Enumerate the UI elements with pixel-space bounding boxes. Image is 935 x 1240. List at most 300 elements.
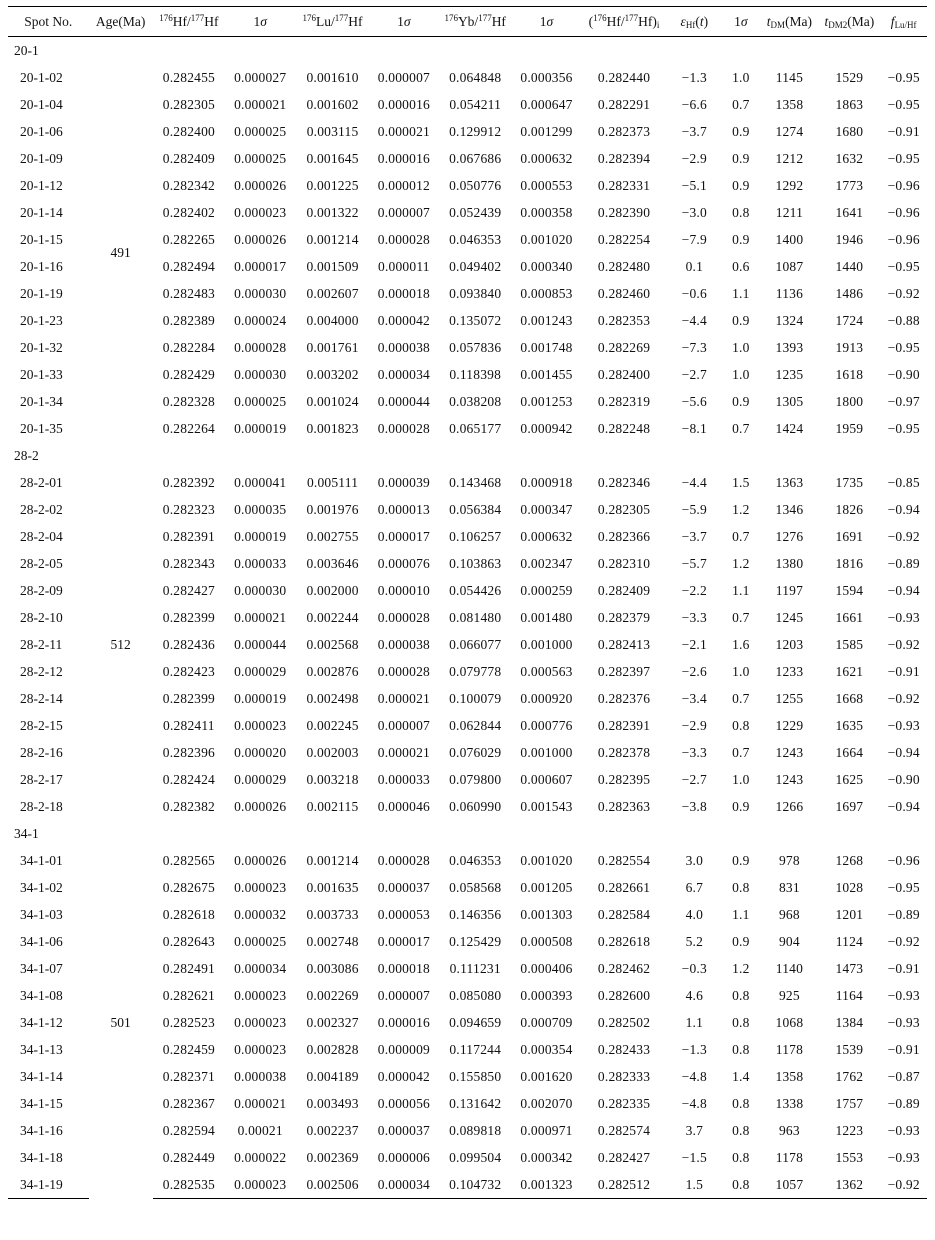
hf-initial-cell: 0.282373	[597, 123, 651, 139]
header-sigma-3: 1σ	[512, 7, 580, 37]
spot-no-cell: 34-1-14	[20, 1068, 63, 1084]
yb-ratio-sigma-cell: 0.000553	[520, 177, 573, 193]
group-header-row	[8, 37, 927, 65]
hf-ratio-cell: 0.282392	[162, 474, 215, 490]
hf-ratio-sigma-cell: 0.000025	[234, 123, 287, 139]
hf-ratio-cell: 0.282371	[162, 1068, 215, 1084]
tdm2-cell: 1635	[835, 717, 864, 733]
header-tdm2: $t_{DM2}(Ma)$	[818, 7, 880, 37]
hf-ratio-cell: 0.282449	[162, 1149, 215, 1165]
hf-ratio-cell: 0.282483	[162, 285, 215, 301]
lu-ratio-cell: 0.001225	[306, 177, 359, 193]
header-age: Age(Ma)	[89, 7, 153, 37]
tdm2-cell: 1486	[835, 285, 864, 301]
hf-initial-cell: 0.282379	[597, 609, 651, 625]
lu-ratio-cell: 0.001761	[306, 339, 359, 355]
lu-ratio-sigma-cell: 0.000010	[377, 582, 430, 598]
table-row	[8, 64, 927, 91]
epsilon-sigma-cell: 0.7	[732, 609, 750, 625]
yb-ratio-sigma-cell: 0.000942	[520, 420, 573, 436]
hf-initial-cell: 0.282440	[597, 69, 651, 85]
header-spot-no: Spot No.	[8, 7, 89, 37]
yb-ratio-sigma-cell: 0.000709	[520, 1014, 573, 1030]
yb-ratio-sigma-cell: 0.001323	[512, 1171, 580, 1199]
tdm2-cell: 1680	[835, 123, 864, 139]
hf-ratio-cell: 0.282675	[162, 879, 215, 895]
lu-ratio-cell: 0.002237	[306, 1122, 359, 1138]
epsilon-hf-cell: −2.2	[681, 582, 707, 598]
lu-ratio-cell: 0.001509	[306, 258, 359, 274]
yb-ratio-sigma-cell: 0.000776	[520, 717, 573, 733]
epsilon-sigma-cell: 0.7	[732, 420, 750, 436]
spot-no-cell: 28-2-05	[20, 555, 63, 571]
spot-no-cell: 20-1-06	[20, 123, 63, 139]
hf-ratio-sigma-cell: 0.000032	[234, 906, 287, 922]
hf-ratio-cell: 0.282491	[162, 960, 215, 976]
hf-ratio-cell: 0.282427	[162, 582, 215, 598]
tdm2-cell: 1632	[835, 150, 864, 166]
epsilon-sigma-cell: 1.0	[732, 771, 750, 787]
tdm2-cell: 1724	[835, 312, 864, 328]
hf-ratio-cell: 0.282284	[162, 339, 215, 355]
f-lu-hf-cell: −0.94	[887, 501, 920, 517]
yb-ratio-cell: 0.062844	[449, 717, 502, 733]
yb-ratio-cell: 0.129912	[449, 123, 502, 139]
lu-ratio-cell: 0.002000	[306, 582, 359, 598]
tdm-cell: 1424	[775, 420, 804, 436]
epsilon-sigma-cell: 1.0	[732, 339, 750, 355]
header-sigma-2: 1σ	[370, 7, 438, 37]
hf-ratio-sigma-cell: 0.000023	[234, 1014, 287, 1030]
header-lu-ratio: $^{176}$Lu/$^{177}$Hf	[295, 7, 369, 37]
tdm-cell: 1178	[775, 1041, 804, 1057]
f-lu-hf-cell: −0.92	[887, 933, 920, 949]
yb-ratio-cell: 0.135072	[449, 312, 502, 328]
yb-ratio-sigma-cell: 0.000918	[520, 474, 573, 490]
epsilon-sigma-cell: 1.2	[732, 960, 750, 976]
tdm-cell: 904	[778, 933, 800, 949]
lu-ratio-sigma-cell: 0.000021	[377, 744, 430, 760]
f-lu-hf-cell: −0.96	[887, 177, 920, 193]
tdm-cell: 1324	[775, 312, 804, 328]
hf-initial-cell: 0.282460	[597, 285, 651, 301]
header-yb-ratio: $^{176}$Yb/$^{177}$Hf	[438, 7, 512, 37]
epsilon-hf-cell: 3.7	[685, 1122, 704, 1138]
table-row	[8, 847, 927, 874]
hf-ratio-sigma-cell: 0.000035	[234, 501, 287, 517]
yb-ratio-cell: 0.131642	[449, 1095, 502, 1111]
hf-initial-cell: 0.282413	[597, 636, 651, 652]
spot-no-cell: 28-2-15	[20, 717, 63, 733]
f-lu-hf-cell: −0.91	[887, 123, 920, 139]
yb-ratio-sigma-cell: 0.001480	[520, 609, 573, 625]
hf-ratio-cell: 0.282396	[162, 744, 215, 760]
epsilon-hf-cell: −7.9	[681, 231, 707, 247]
yb-ratio-sigma-cell: 0.000971	[520, 1122, 573, 1138]
yb-ratio-sigma-cell: 0.001020	[520, 231, 573, 247]
hf-ratio-cell: 0.282424	[162, 771, 215, 787]
hf-ratio-sigma-cell: 0.000026	[234, 231, 287, 247]
epsilon-sigma-cell: 1.1	[732, 906, 750, 922]
tdm-cell: 963	[778, 1122, 800, 1138]
hf-ratio-sigma-cell: 0.000029	[234, 663, 287, 679]
header-hf-ratio: $^{176}$Hf/$^{177}$Hf	[153, 7, 225, 37]
epsilon-sigma-cell: 0.9	[732, 150, 750, 166]
f-lu-hf-cell: −0.91	[887, 960, 920, 976]
yb-ratio-cell: 0.057836	[449, 339, 502, 355]
tdm-cell: 1136	[775, 285, 804, 301]
epsilon-hf-cell: −4.8	[681, 1095, 707, 1111]
f-lu-hf-cell: −0.93	[887, 1149, 920, 1165]
epsilon-hf-cell: −0.3	[681, 960, 707, 976]
f-lu-hf-cell: −0.94	[887, 582, 920, 598]
epsilon-sigma-cell: 0.8	[732, 1014, 750, 1030]
yb-ratio-cell: 0.056384	[449, 501, 502, 517]
hf-ratio-cell: 0.282494	[162, 258, 215, 274]
header-tdm: $t_{DM}(Ma)$	[760, 7, 818, 37]
hf-ratio-cell: 0.282400	[162, 123, 215, 139]
lu-ratio-cell: 0.003646	[306, 555, 359, 571]
tdm-cell: 1393	[775, 339, 804, 355]
yb-ratio-sigma-cell: 0.000354	[520, 1041, 573, 1057]
yb-ratio-sigma-cell: 0.000853	[520, 285, 573, 301]
lu-ratio-cell: 0.002498	[306, 690, 359, 706]
hf-ratio-cell: 0.282265	[162, 231, 215, 247]
epsilon-sigma-cell: 0.8	[732, 717, 750, 733]
yb-ratio-sigma-cell: 0.001543	[520, 798, 573, 814]
yb-ratio-cell: 0.155850	[449, 1068, 502, 1084]
tdm2-cell: 1773	[835, 177, 864, 193]
hf-initial-cell: 0.282378	[597, 744, 651, 760]
yb-ratio-sigma-cell: 0.001000	[520, 744, 573, 760]
epsilon-hf-cell: 6.7	[685, 879, 704, 895]
f-lu-hf-cell: −0.95	[887, 879, 920, 895]
lu-ratio-cell: 0.003202	[306, 366, 359, 382]
lu-ratio-sigma-cell: 0.000044	[377, 393, 430, 409]
yb-ratio-sigma-cell: 0.001253	[520, 393, 573, 409]
hf-initial-cell: 0.282502	[597, 1014, 651, 1030]
hf-ratio-sigma-cell: 0.000021	[234, 609, 287, 625]
group-header-row	[8, 820, 927, 847]
spot-no-cell: 20-1-14	[20, 204, 63, 220]
lu-ratio-cell: 0.002003	[306, 744, 359, 760]
hf-initial-cell: 0.282397	[597, 663, 651, 679]
hf-ratio-cell: 0.282382	[162, 798, 215, 814]
lu-ratio-cell: 0.002506	[295, 1171, 369, 1199]
hf-initial-cell: 0.282390	[597, 204, 651, 220]
hf-ratio-sigma-cell: 0.000025	[234, 150, 287, 166]
hf-ratio-cell: 0.282523	[162, 1014, 215, 1030]
yb-ratio-cell: 0.089818	[449, 1122, 502, 1138]
yb-ratio-sigma-cell: 0.001620	[520, 1068, 573, 1084]
tdm-cell: 1243	[775, 744, 804, 760]
hf-ratio-sigma-cell: 0.000024	[234, 312, 287, 328]
epsilon-hf-cell: 5.2	[685, 933, 704, 949]
hf-ratio-cell: 0.282621	[162, 987, 215, 1003]
yb-ratio-sigma-cell: 0.001303	[520, 906, 573, 922]
yb-ratio-sigma-cell: 0.000406	[520, 960, 573, 976]
hf-ratio-sigma-cell: 0.000023	[225, 1171, 295, 1199]
yb-ratio-sigma-cell: 0.001299	[520, 123, 573, 139]
hf-ratio-sigma-cell: 0.000033	[234, 555, 287, 571]
lu-ratio-sigma-cell: 0.000007	[377, 717, 430, 733]
tdm-cell: 831	[778, 879, 800, 895]
lu-ratio-cell: 0.002748	[306, 933, 359, 949]
yb-ratio-cell: 0.064848	[449, 69, 502, 85]
hf-ratio-cell: 0.282411	[163, 717, 215, 733]
hf-initial-cell: 0.282600	[597, 987, 651, 1003]
tdm2-cell: 1268	[835, 852, 864, 868]
epsilon-sigma-cell: 1.0	[732, 366, 750, 382]
spot-no-cell: 20-1-19	[20, 285, 63, 301]
epsilon-sigma-cell: 0.9	[732, 933, 750, 949]
tdm2-cell: 1553	[835, 1149, 864, 1165]
yb-ratio-cell: 0.067686	[449, 150, 502, 166]
lu-ratio-sigma-cell: 0.000046	[377, 798, 430, 814]
tdm2-cell: 1028	[835, 879, 864, 895]
epsilon-hf-cell: −3.7	[681, 528, 707, 544]
hf-ratio-sigma-cell: 0.000025	[234, 933, 287, 949]
tdm2-cell: 1618	[835, 366, 864, 382]
yb-ratio-sigma-cell: 0.000920	[520, 690, 573, 706]
hf-ratio-cell: 0.282565	[162, 852, 215, 868]
epsilon-sigma-cell: 0.9	[732, 393, 750, 409]
yb-ratio-cell: 0.146356	[449, 906, 502, 922]
hf-ratio-cell: 0.282391	[162, 528, 215, 544]
hf-initial-cell: 0.282400	[597, 366, 651, 382]
tdm-cell: 1233	[775, 663, 804, 679]
tdm-cell: 1346	[775, 501, 804, 517]
spot-no-cell: 34-1-08	[20, 987, 63, 1003]
lu-ratio-sigma-cell: 0.000038	[377, 636, 430, 652]
f-lu-hf-cell: −0.92	[887, 690, 920, 706]
tdm-cell: 1197	[775, 582, 804, 598]
epsilon-hf-cell: −4.8	[681, 1068, 707, 1084]
hf-ratio-sigma-cell: 0.00021	[237, 1122, 283, 1138]
hf-ratio-cell: 0.282423	[162, 663, 215, 679]
tdm2-cell: 1384	[835, 1014, 864, 1030]
yb-ratio-cell: 0.093840	[449, 285, 502, 301]
tdm2-cell: 1539	[835, 1041, 864, 1057]
tdm2-cell: 1529	[835, 69, 864, 85]
spot-no-cell: 28-2-12	[20, 663, 63, 679]
spot-no-cell: 34-1-16	[20, 1122, 63, 1138]
tdm-cell: 1140	[775, 960, 804, 976]
f-lu-hf-cell: −0.93	[887, 717, 920, 733]
tdm-cell: 1358	[775, 1068, 804, 1084]
yb-ratio-sigma-cell: 0.000393	[520, 987, 573, 1003]
epsilon-hf-cell: −7.3	[681, 339, 707, 355]
epsilon-sigma-cell: 0.8	[732, 1041, 750, 1057]
f-lu-hf-cell: −0.87	[887, 1068, 920, 1084]
lu-ratio-cell: 0.002876	[306, 663, 359, 679]
lu-ratio-sigma-cell: 0.000018	[377, 960, 430, 976]
lu-ratio-cell: 0.004189	[306, 1068, 359, 1084]
tdm-cell: 1212	[775, 150, 804, 166]
spot-no-cell: 34-1-18	[20, 1149, 63, 1165]
hf-ratio-cell: 0.282389	[162, 312, 215, 328]
tdm-cell: 1057	[760, 1171, 818, 1199]
lu-ratio-cell: 0.001635	[306, 879, 359, 895]
epsilon-sigma-cell: 0.7	[732, 528, 750, 544]
lu-ratio-sigma-cell: 0.000006	[377, 1149, 430, 1165]
hf-initial-cell: 0.282394	[597, 150, 651, 166]
tdm2-cell: 1594	[835, 582, 864, 598]
tdm2-cell: 1762	[835, 1068, 864, 1084]
lu-ratio-sigma-cell: 0.000028	[377, 420, 430, 436]
spot-no-cell: 34-1-19	[8, 1171, 89, 1199]
epsilon-hf-cell: −0.6	[681, 285, 707, 301]
tdm-cell: 1211	[775, 204, 804, 220]
hf-ratio-cell: 0.282399	[162, 690, 215, 706]
epsilon-hf-cell: 0.1	[685, 258, 704, 274]
lu-ratio-sigma-cell: 0.000007	[377, 69, 430, 85]
tdm2-cell: 1164	[835, 987, 864, 1003]
yb-ratio-cell: 0.118398	[449, 366, 502, 382]
spot-no-cell: 34-1-07	[20, 960, 63, 976]
lu-ratio-sigma-cell: 0.000017	[377, 933, 430, 949]
epsilon-hf-cell: −1.5	[681, 1149, 707, 1165]
yb-ratio-sigma-cell: 0.001455	[520, 366, 573, 382]
lu-ratio-cell: 0.001610	[306, 69, 359, 85]
lu-ratio-sigma-cell: 0.000034	[377, 366, 430, 382]
epsilon-sigma-cell: 0.9	[732, 123, 750, 139]
age-cell: 512	[110, 636, 131, 652]
hf-initial-cell: 0.282512	[581, 1171, 668, 1199]
tdm-cell: 1229	[775, 717, 804, 733]
header-f-lu-hf: $f_{Lu/Hf}$	[880, 7, 927, 37]
tdm2-cell: 1863	[835, 96, 864, 112]
tdm2-cell: 1201	[835, 906, 864, 922]
hf-ratio-cell: 0.282323	[162, 501, 215, 517]
yb-ratio-sigma-cell: 0.000358	[520, 204, 573, 220]
lu-ratio-cell: 0.004000	[306, 312, 359, 328]
f-lu-hf-cell: −0.95	[887, 258, 920, 274]
epsilon-sigma-cell: 0.8	[732, 1149, 750, 1165]
epsilon-hf-cell: −3.3	[681, 744, 707, 760]
yb-ratio-cell: 0.104732	[438, 1171, 512, 1199]
spot-no-cell: 20-1-04	[20, 96, 63, 112]
yb-ratio-sigma-cell: 0.002347	[520, 555, 573, 571]
epsilon-sigma-cell: 0.8	[732, 1095, 750, 1111]
yb-ratio-sigma-cell: 0.000508	[520, 933, 573, 949]
lu-ratio-sigma-cell: 0.000011	[378, 258, 430, 274]
hf-ratio-sigma-cell: 0.000041	[234, 474, 287, 490]
epsilon-hf-cell: −1.3	[681, 1041, 707, 1057]
tdm-cell: 1087	[775, 258, 804, 274]
tdm2-cell: 1641	[835, 204, 864, 220]
spot-no-cell: 20-1-15	[20, 231, 63, 247]
spot-no-cell: 28-2-10	[20, 609, 63, 625]
hf-ratio-cell: 0.282618	[162, 906, 215, 922]
hf-initial-cell: 0.282427	[597, 1149, 651, 1165]
tdm-cell: 978	[778, 852, 800, 868]
hf-initial-cell: 0.282319	[597, 393, 651, 409]
tdm-cell: 1235	[775, 366, 804, 382]
f-lu-hf-cell: −0.95	[887, 96, 920, 112]
epsilon-hf-cell: −2.7	[681, 771, 707, 787]
yb-ratio-cell: 0.046353	[449, 852, 502, 868]
yb-ratio-sigma-cell: 0.000647	[520, 96, 573, 112]
f-lu-hf-cell: −0.88	[887, 312, 920, 328]
tdm-cell: 1245	[775, 609, 804, 625]
tdm2-cell: 1697	[835, 798, 864, 814]
hf-ratio-sigma-cell: 0.000023	[234, 717, 287, 733]
hf-ratio-sigma-cell: 0.000026	[234, 177, 287, 193]
epsilon-hf-cell: −3.0	[681, 204, 707, 220]
hf-initial-cell: 0.282376	[597, 690, 651, 706]
lu-ratio-sigma-cell: 0.000007	[377, 204, 430, 220]
hf-ratio-sigma-cell: 0.000020	[234, 744, 287, 760]
hf-ratio-cell: 0.282342	[162, 177, 215, 193]
spot-no-cell: 28-2-17	[20, 771, 63, 787]
table-row	[8, 469, 927, 496]
spot-no-cell: 20-1-32	[20, 339, 63, 355]
hf-ratio-sigma-cell: 0.000022	[234, 1149, 287, 1165]
hf-initial-cell: 0.282310	[597, 555, 651, 571]
hf-ratio-sigma-cell: 0.000023	[234, 987, 287, 1003]
f-lu-hf-cell: −0.95	[887, 69, 920, 85]
tdm2-cell: 1664	[835, 744, 864, 760]
lu-ratio-cell: 0.002115	[306, 798, 359, 814]
hf-initial-cell: 0.282480	[597, 258, 651, 274]
lu-ratio-cell: 0.005111	[306, 474, 359, 490]
yb-ratio-sigma-cell: 0.000342	[520, 1149, 573, 1165]
f-lu-hf-cell: −0.89	[887, 555, 920, 571]
lu-ratio-cell: 0.001602	[306, 96, 359, 112]
f-lu-hf-cell: −0.89	[887, 1095, 920, 1111]
tdm2-cell: 1621	[835, 663, 864, 679]
hf-initial-cell: 0.282335	[597, 1095, 651, 1111]
yb-ratio-cell: 0.111231	[449, 960, 501, 976]
lu-ratio-sigma-cell: 0.000039	[377, 474, 430, 490]
yb-ratio-cell: 0.094659	[449, 1014, 502, 1030]
yb-ratio-cell: 0.100079	[449, 690, 502, 706]
yb-ratio-sigma-cell: 0.001000	[520, 636, 573, 652]
yb-ratio-sigma-cell: 0.002070	[520, 1095, 573, 1111]
lu-ratio-cell: 0.002369	[306, 1149, 359, 1165]
lu-ratio-cell: 0.001214	[306, 231, 359, 247]
hf-initial-cell: 0.282409	[597, 582, 651, 598]
yb-ratio-cell: 0.052439	[449, 204, 502, 220]
f-lu-hf-cell: −0.89	[887, 906, 920, 922]
lu-ratio-sigma-cell: 0.000033	[377, 771, 430, 787]
epsilon-hf-cell: −3.3	[681, 609, 707, 625]
f-lu-hf-cell: −0.96	[887, 231, 920, 247]
f-lu-hf-cell: −0.95	[887, 339, 920, 355]
sample-group-label: 20-1	[14, 42, 39, 58]
epsilon-sigma-cell: 1.5	[732, 474, 750, 490]
epsilon-hf-cell: −1.3	[681, 69, 707, 85]
tdm2-cell: 1668	[835, 690, 864, 706]
lu-ratio-cell: 0.003086	[306, 960, 359, 976]
lu-ratio-sigma-cell: 0.000042	[377, 312, 430, 328]
spot-no-cell: 28-2-09	[20, 582, 63, 598]
hf-initial-cell: 0.282433	[597, 1041, 651, 1057]
epsilon-sigma-cell: 0.7	[732, 690, 750, 706]
f-lu-hf-cell: −0.96	[887, 204, 920, 220]
lu-ratio-sigma-cell: 0.000028	[377, 852, 430, 868]
f-lu-hf-cell: −0.91	[887, 663, 920, 679]
epsilon-hf-cell: −3.8	[681, 798, 707, 814]
sample-group-label: 28-2	[14, 447, 39, 463]
epsilon-sigma-cell: 1.2	[732, 501, 750, 517]
epsilon-sigma-cell: 0.9	[732, 312, 750, 328]
epsilon-sigma-cell: 1.2	[732, 555, 750, 571]
sample-group-label: 34-1	[14, 825, 39, 841]
hf-ratio-sigma-cell: 0.000025	[234, 393, 287, 409]
hf-ratio-sigma-cell: 0.000030	[234, 582, 287, 598]
